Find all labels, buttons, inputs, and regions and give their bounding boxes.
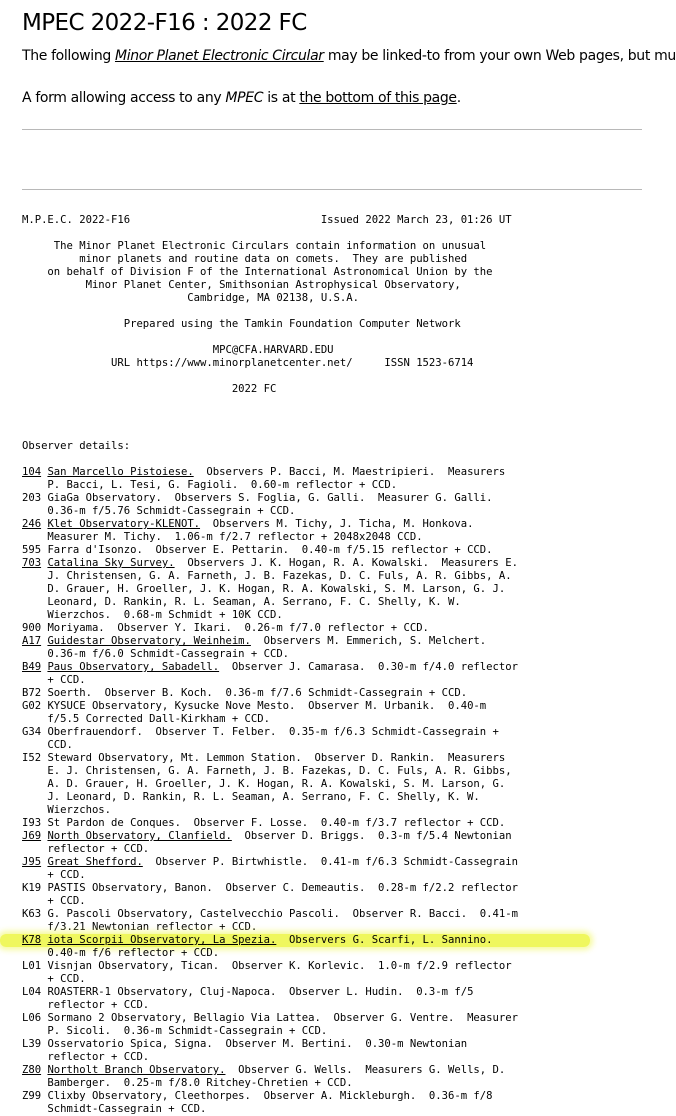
observer-text: Observers M. Emmerich, S. Melchert. xyxy=(250,635,487,647)
observatory-link[interactable]: North Observatory, Clanfield. xyxy=(47,830,232,842)
observer-text: Clixby Observatory, Cleethorpes. Observer A. Mickleburgh. 0.36-m f/8 xyxy=(47,1090,493,1102)
observer-entry-g34 xyxy=(22,726,590,739)
observer-continuation: A. D. Grauer, H. Groeller, J. K. Hogan, R. A. Kowalski, S. M. Larson, G. xyxy=(22,778,506,790)
observer-entry-203 xyxy=(22,492,590,505)
header-line: MPC@CFA.HARVARD.EDU xyxy=(22,344,334,356)
header-line: URL https://www.minorplanetcenter.net/ ISSN 1523-6714 xyxy=(22,357,474,369)
intro-form-note xyxy=(22,90,461,106)
observer-continuation: f/3.21 Newtonian reflector + CCD. xyxy=(22,921,258,933)
observatory-code: I93 xyxy=(22,817,42,829)
observer-entry-104 xyxy=(22,466,590,479)
observer-entry-b72 xyxy=(22,687,590,700)
observer-continuation: 0.36-m f/5.76 Schmidt-Cassegrain + CCD. xyxy=(22,505,296,517)
intro-emphasis: MPEC xyxy=(225,90,264,106)
observer-entry-b49 xyxy=(22,661,590,674)
observatory-code[interactable]: 703 xyxy=(22,557,42,569)
observatory-code: 203 xyxy=(22,492,42,504)
observer-text: Osservatorio Spica, Signa. Observer M. Bertini. 0.30-m Newtonian xyxy=(47,1038,468,1050)
observer-continuation: + CCD. xyxy=(22,674,86,686)
observatory-code: L06 xyxy=(22,1012,42,1024)
observatory-link[interactable]: Northolt Branch Observatory. xyxy=(47,1064,226,1076)
observer-continuation: Bamberger. 0.25-m f/8.0 Ritchey-Chretien + CCD. xyxy=(22,1077,353,1089)
observatory-code[interactable]: A17 xyxy=(22,635,42,647)
observatory-code: K63 xyxy=(22,908,42,920)
divider xyxy=(22,189,642,190)
header-line: M.P.E.C. 2022-F16 Issued 2022 March 23, 01:26 UT xyxy=(22,214,512,226)
observer-continuation: D. Grauer, H. Groeller, J. K. Hogan, R. A. Kowalski, S. M. Larson, G. J. xyxy=(22,583,506,595)
observer-text: Oberfrauendorf. Observer T. Felber. 0.35-m f/6.3 Schmidt-Cassegrain + xyxy=(47,726,499,738)
observer-entry-g02 xyxy=(22,700,590,713)
observer-continuation: CCD. xyxy=(22,739,73,751)
observer-continuation: J. Leonard, D. Rankin, R. L. Seaman, A. Serrano, F. C. Shelly, K. W. xyxy=(22,791,480,803)
observer-text: Observer D. Briggs. 0.3-m f/5.4 Newtonian xyxy=(231,830,512,842)
observatory-code: L04 xyxy=(22,986,42,998)
observer-text: ROASTERR-1 Observatory, Cluj-Napoca. Observer L. Hudin. 0.3-m f/5 xyxy=(47,986,474,998)
observer-continuation: + CCD. xyxy=(22,869,86,881)
observer-text: Observer P. Birtwhistle. 0.41-m f/6.3 Schmidt-Cassegrain xyxy=(142,856,518,868)
header-line xyxy=(22,370,512,383)
observatory-code: K19 xyxy=(22,882,42,894)
observer-entry-k63 xyxy=(22,908,590,921)
observer-entry-z80 xyxy=(22,1064,590,1077)
intro-text: may be linked-to from your own Web pages, but mu xyxy=(323,48,676,64)
intro-text: . xyxy=(456,90,461,106)
observer-continuation: 0.40-m f/6 reflector + CCD. xyxy=(22,947,220,959)
observatory-code: I52 xyxy=(22,752,42,764)
observer-continuation: J. Christensen, G. A. Farneth, J. B. Fazekas, D. C. Fuls, A. R. Gibbs, A. xyxy=(22,570,512,582)
observer-continuation: Leonard, D. Rankin, R. L. Seaman, A. Serrano, F. C. Shelly, K. W. xyxy=(22,596,461,608)
observer-entry-l39 xyxy=(22,1038,590,1051)
observer-continuation: Wierzchos. 0.68-m Schmidt + 10K CCD. xyxy=(22,609,283,621)
observer-continuation: Wierzchos. xyxy=(22,804,112,816)
observatory-code[interactable]: J95 xyxy=(22,856,42,868)
observer-entry-l06 xyxy=(22,1012,590,1025)
observer-entry-z99 xyxy=(22,1090,590,1103)
observatory-code[interactable]: K78 xyxy=(22,934,42,946)
observer-text: Observers G. Scarfi, L. Sannino. xyxy=(276,934,493,946)
observer-text: GiaGa Observatory. Observers S. Foglia, G. Galli. Measurer G. Galli. xyxy=(47,492,493,504)
observer-text: Observer J. Camarasa. 0.30-m f/4.0 reflector xyxy=(219,661,518,673)
page-title: MPEC 2022-F16 : 2022 FC xyxy=(22,10,307,36)
mpec-link[interactable]: Minor Planet Electronic Circular xyxy=(114,48,324,64)
observer-continuation: reflector + CCD. xyxy=(22,999,150,1011)
observer-details xyxy=(22,414,590,1116)
intro-text: The following xyxy=(22,48,115,64)
observatory-link[interactable]: Guidestar Observatory, Weinheim. xyxy=(47,635,251,647)
header-line xyxy=(22,305,512,318)
observer-continuation: 0.36-m f/6.0 Schmidt-Cassegrain + CCD. xyxy=(22,648,290,660)
observatory-code: Z99 xyxy=(22,1090,42,1102)
observer-entry-595 xyxy=(22,544,590,557)
observer-text: Sormano 2 Observatory, Bellagio Via Lattea. Observer G. Ventre. Measurer xyxy=(47,1012,518,1024)
observer-text: KYSUCE Observatory, Kysucke Nove Mesto. Observer M. Urbanik. 0.40-m xyxy=(47,700,487,712)
observer-text: Moriyama. Observer Y. Ikari. 0.26-m f/7.0 reflector + CCD. xyxy=(47,622,429,634)
header-line xyxy=(22,331,512,344)
observatory-code: 595 xyxy=(22,544,42,556)
header-line: 2022 FC xyxy=(22,383,277,395)
observatory-link[interactable]: San Marcello Pistoiese. xyxy=(47,466,194,478)
observer-entry-900 xyxy=(22,622,590,635)
observer-entry-a17 xyxy=(22,635,590,648)
header-line: Cambridge, MA 02138, U.S.A. xyxy=(22,292,359,304)
observer-entry-i52 xyxy=(22,752,590,765)
observatory-link[interactable]: Great Shefford. xyxy=(47,856,143,868)
observer-entry-k78 xyxy=(0,934,590,947)
observatory-code: G02 xyxy=(22,700,42,712)
observatory-code[interactable]: Z80 xyxy=(22,1064,42,1076)
observer-continuation: E. J. Christensen, G. A. Farneth, J. B. Fazekas, D. C. Fuls, A. R. Gibbs, xyxy=(22,765,512,777)
observer-continuation: P. Bacci, L. Tesi, G. Fagioli. 0.60-m reflector + CCD. xyxy=(22,479,398,491)
observer-entry-j69 xyxy=(22,830,590,843)
observer-text: Farra d'Isonzo. Observer E. Pettarin. 0.40-m f/5.15 reflector + CCD. xyxy=(47,544,493,556)
observer-text: Observers J. K. Hogan, R. A. Kowalski. Measurers E. xyxy=(174,557,518,569)
observer-text: Observers M. Tichy, J. Ticha, M. Honkova. xyxy=(200,518,474,530)
observer-entry-246 xyxy=(22,518,590,531)
observatory-code: B72 xyxy=(22,687,42,699)
observer-continuation: Schmidt-Cassegrain + CCD. xyxy=(22,1103,207,1115)
observatory-code: G34 xyxy=(22,726,42,738)
observatory-link[interactable]: Catalina Sky Survey. xyxy=(47,557,175,569)
header-line xyxy=(22,396,512,409)
observer-continuation: Measurer M. Tichy. 1.06-m f/2.7 reflector + 2048x2048 CCD. xyxy=(22,531,423,543)
observer-text: Observers P. Bacci, M. Maestripieri. Measurers xyxy=(193,466,506,478)
divider xyxy=(22,129,642,130)
observer-continuation: f/5.5 Corrected Dall-Kirkham + CCD. xyxy=(22,713,270,725)
header-line: The Minor Planet Electronic Circulars contain information on unusual xyxy=(22,240,487,252)
observatory-code: L01 xyxy=(22,960,42,972)
observatory-code: 900 xyxy=(22,622,42,634)
intro-linking-note xyxy=(22,48,676,64)
observer-entry-l01 xyxy=(22,960,590,973)
observatory-code[interactable]: 246 xyxy=(22,518,42,530)
observatory-link[interactable]: Klet Observatory-KLENOT. xyxy=(47,518,201,530)
observer-text: G. Pascoli Observatory, Castelvecchio Pascoli. Observer R. Bacci. 0.41-m xyxy=(47,908,518,920)
header-line: on behalf of Division F of the International Astronomical Union by the xyxy=(22,266,493,278)
bottom-of-page-link[interactable]: the bottom of this page xyxy=(299,90,457,106)
observatory-code[interactable]: 104 xyxy=(22,466,42,478)
header-line: Minor Planet Center, Smithsonian Astrophysical Observatory, xyxy=(22,279,461,291)
observer-entry-j95 xyxy=(22,856,590,869)
observer-heading: Observer details: xyxy=(22,440,131,452)
observer-text: Soerth. Observer B. Koch. 0.36-m f/7.6 Schmidt-Cassegrain + CCD. xyxy=(47,687,468,699)
observatory-link[interactable]: Paus Observatory, Sabadell. xyxy=(47,661,220,673)
intro-text: is at xyxy=(263,90,300,106)
observer-entry-k19 xyxy=(22,882,590,895)
header-line: minor planets and routine data on comets. They are published xyxy=(22,253,468,265)
observer-text: Observer G. Wells. Measurers G. Wells, D. xyxy=(225,1064,506,1076)
observer-text: Steward Observatory, Mt. Lemmon Station. Observer D. Rankin. Measurers xyxy=(47,752,506,764)
observer-text: St Pardon de Conques. Observer F. Losse. 0.40-m f/3.7 reflector + CCD. xyxy=(47,817,506,829)
observatory-link[interactable]: iota Scorpii Observatory, La Spezia. xyxy=(47,934,277,946)
observer-text: Visnjan Observatory, Tican. Observer K. Korlevic. 1.0-m f/2.9 reflector xyxy=(47,960,512,972)
circular-header xyxy=(22,214,512,422)
observatory-code[interactable]: J69 xyxy=(22,830,42,842)
observer-entry-i93 xyxy=(22,817,590,830)
observer-continuation: P. Sicoli. 0.36-m Schmidt-Cassegrain + CCD. xyxy=(22,1025,328,1037)
observer-entry-703 xyxy=(22,557,590,570)
header-line: Prepared using the Tamkin Foundation Computer Network xyxy=(22,318,461,330)
observatory-code[interactable]: B49 xyxy=(22,661,42,673)
header-line xyxy=(22,227,512,240)
observer-text: PASTIS Observatory, Banon. Observer C. Demeautis. 0.28-m f/2.2 reflector xyxy=(47,882,518,894)
observatory-code: L39 xyxy=(22,1038,42,1050)
observer-continuation: reflector + CCD. xyxy=(22,1051,150,1063)
observer-continuation: + CCD. xyxy=(22,895,86,907)
observer-continuation: reflector + CCD. xyxy=(22,843,150,855)
observer-entry-l04 xyxy=(22,986,590,999)
intro-text: A form allowing access to any xyxy=(22,90,226,106)
observer-continuation: + CCD. xyxy=(22,973,86,985)
